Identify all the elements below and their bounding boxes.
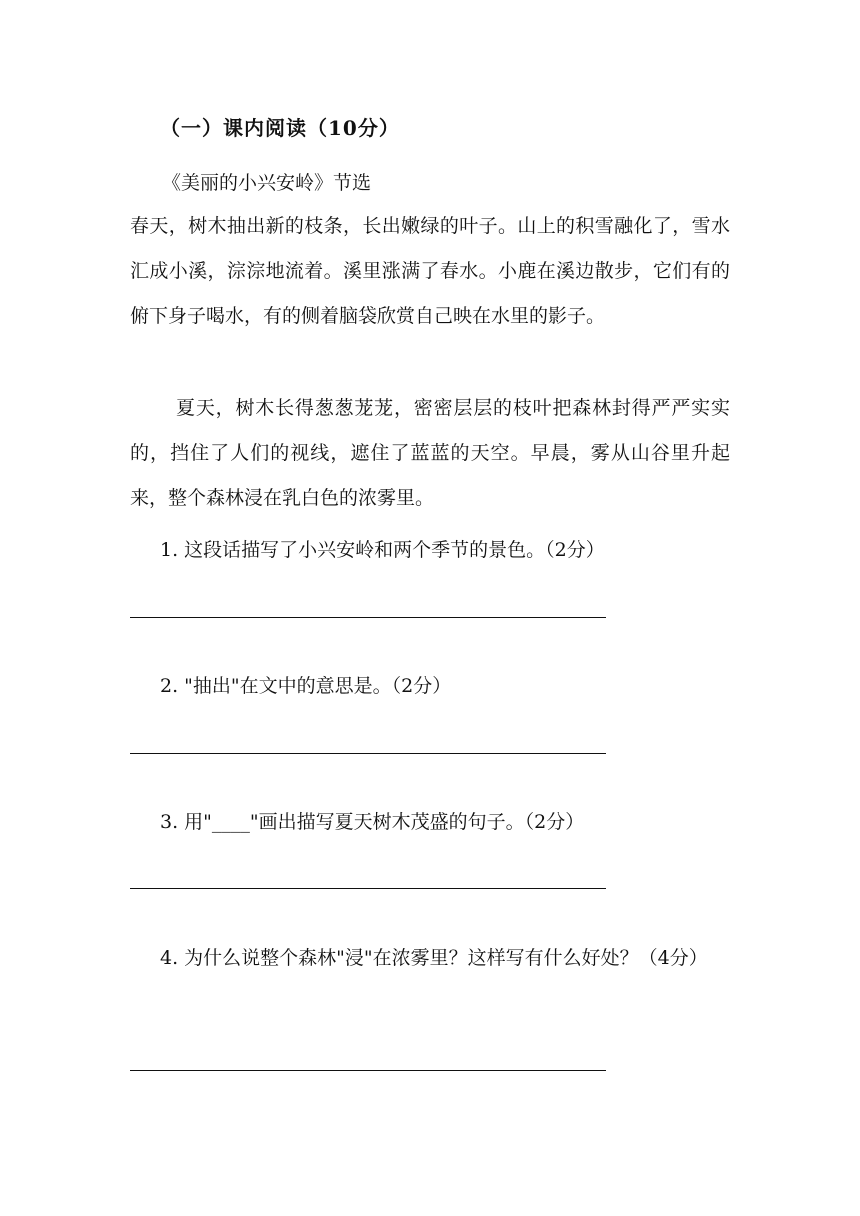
question-1: 1. 这段话描写了小兴安岭和两个季节的景色。（2分） [160, 539, 605, 561]
section-title: （一）课内阅读（10分） [160, 116, 400, 140]
question-4: 4. 为什么说整个森林"浸"在浓雾里？这样写有什么好处？（4分） [160, 947, 708, 969]
answer-line-4[interactable] [130, 1070, 606, 1071]
passage-paragraph-summer: 夏天，树木长得葱葱茏茏，密密层层的枝叶把森林封得严严实实的，挡住了人们的视线，遮住了蓝蓝的天空。早晨，雾从山谷里升起来，整个森林浸在乳白色的浓雾里。 [130, 397, 730, 509]
question-2: 2. "抽出"在文中的意思是。（2分） [160, 675, 452, 697]
answer-line-3[interactable] [130, 888, 606, 889]
question-3: 3. 用"____"画出描写夏天树木茂盛的句子。（2分） [160, 811, 585, 833]
passage-paragraph-spring: 春天，树木抽出新的枝条，长出嫩绿的叶子。山上的积雪融化了，雪水汇成小溪，淙淙地流着。溪里涨满了春水。小鹿在溪边散步，它们有的俯下身子喝水，有的侧着脑袋欣赏自己映在水里的影子。 [130, 215, 730, 327]
excerpt-title: 《美丽的小兴安岭》节选 [162, 172, 372, 194]
answer-line-2[interactable] [130, 753, 606, 754]
answer-line-1[interactable] [130, 617, 606, 618]
